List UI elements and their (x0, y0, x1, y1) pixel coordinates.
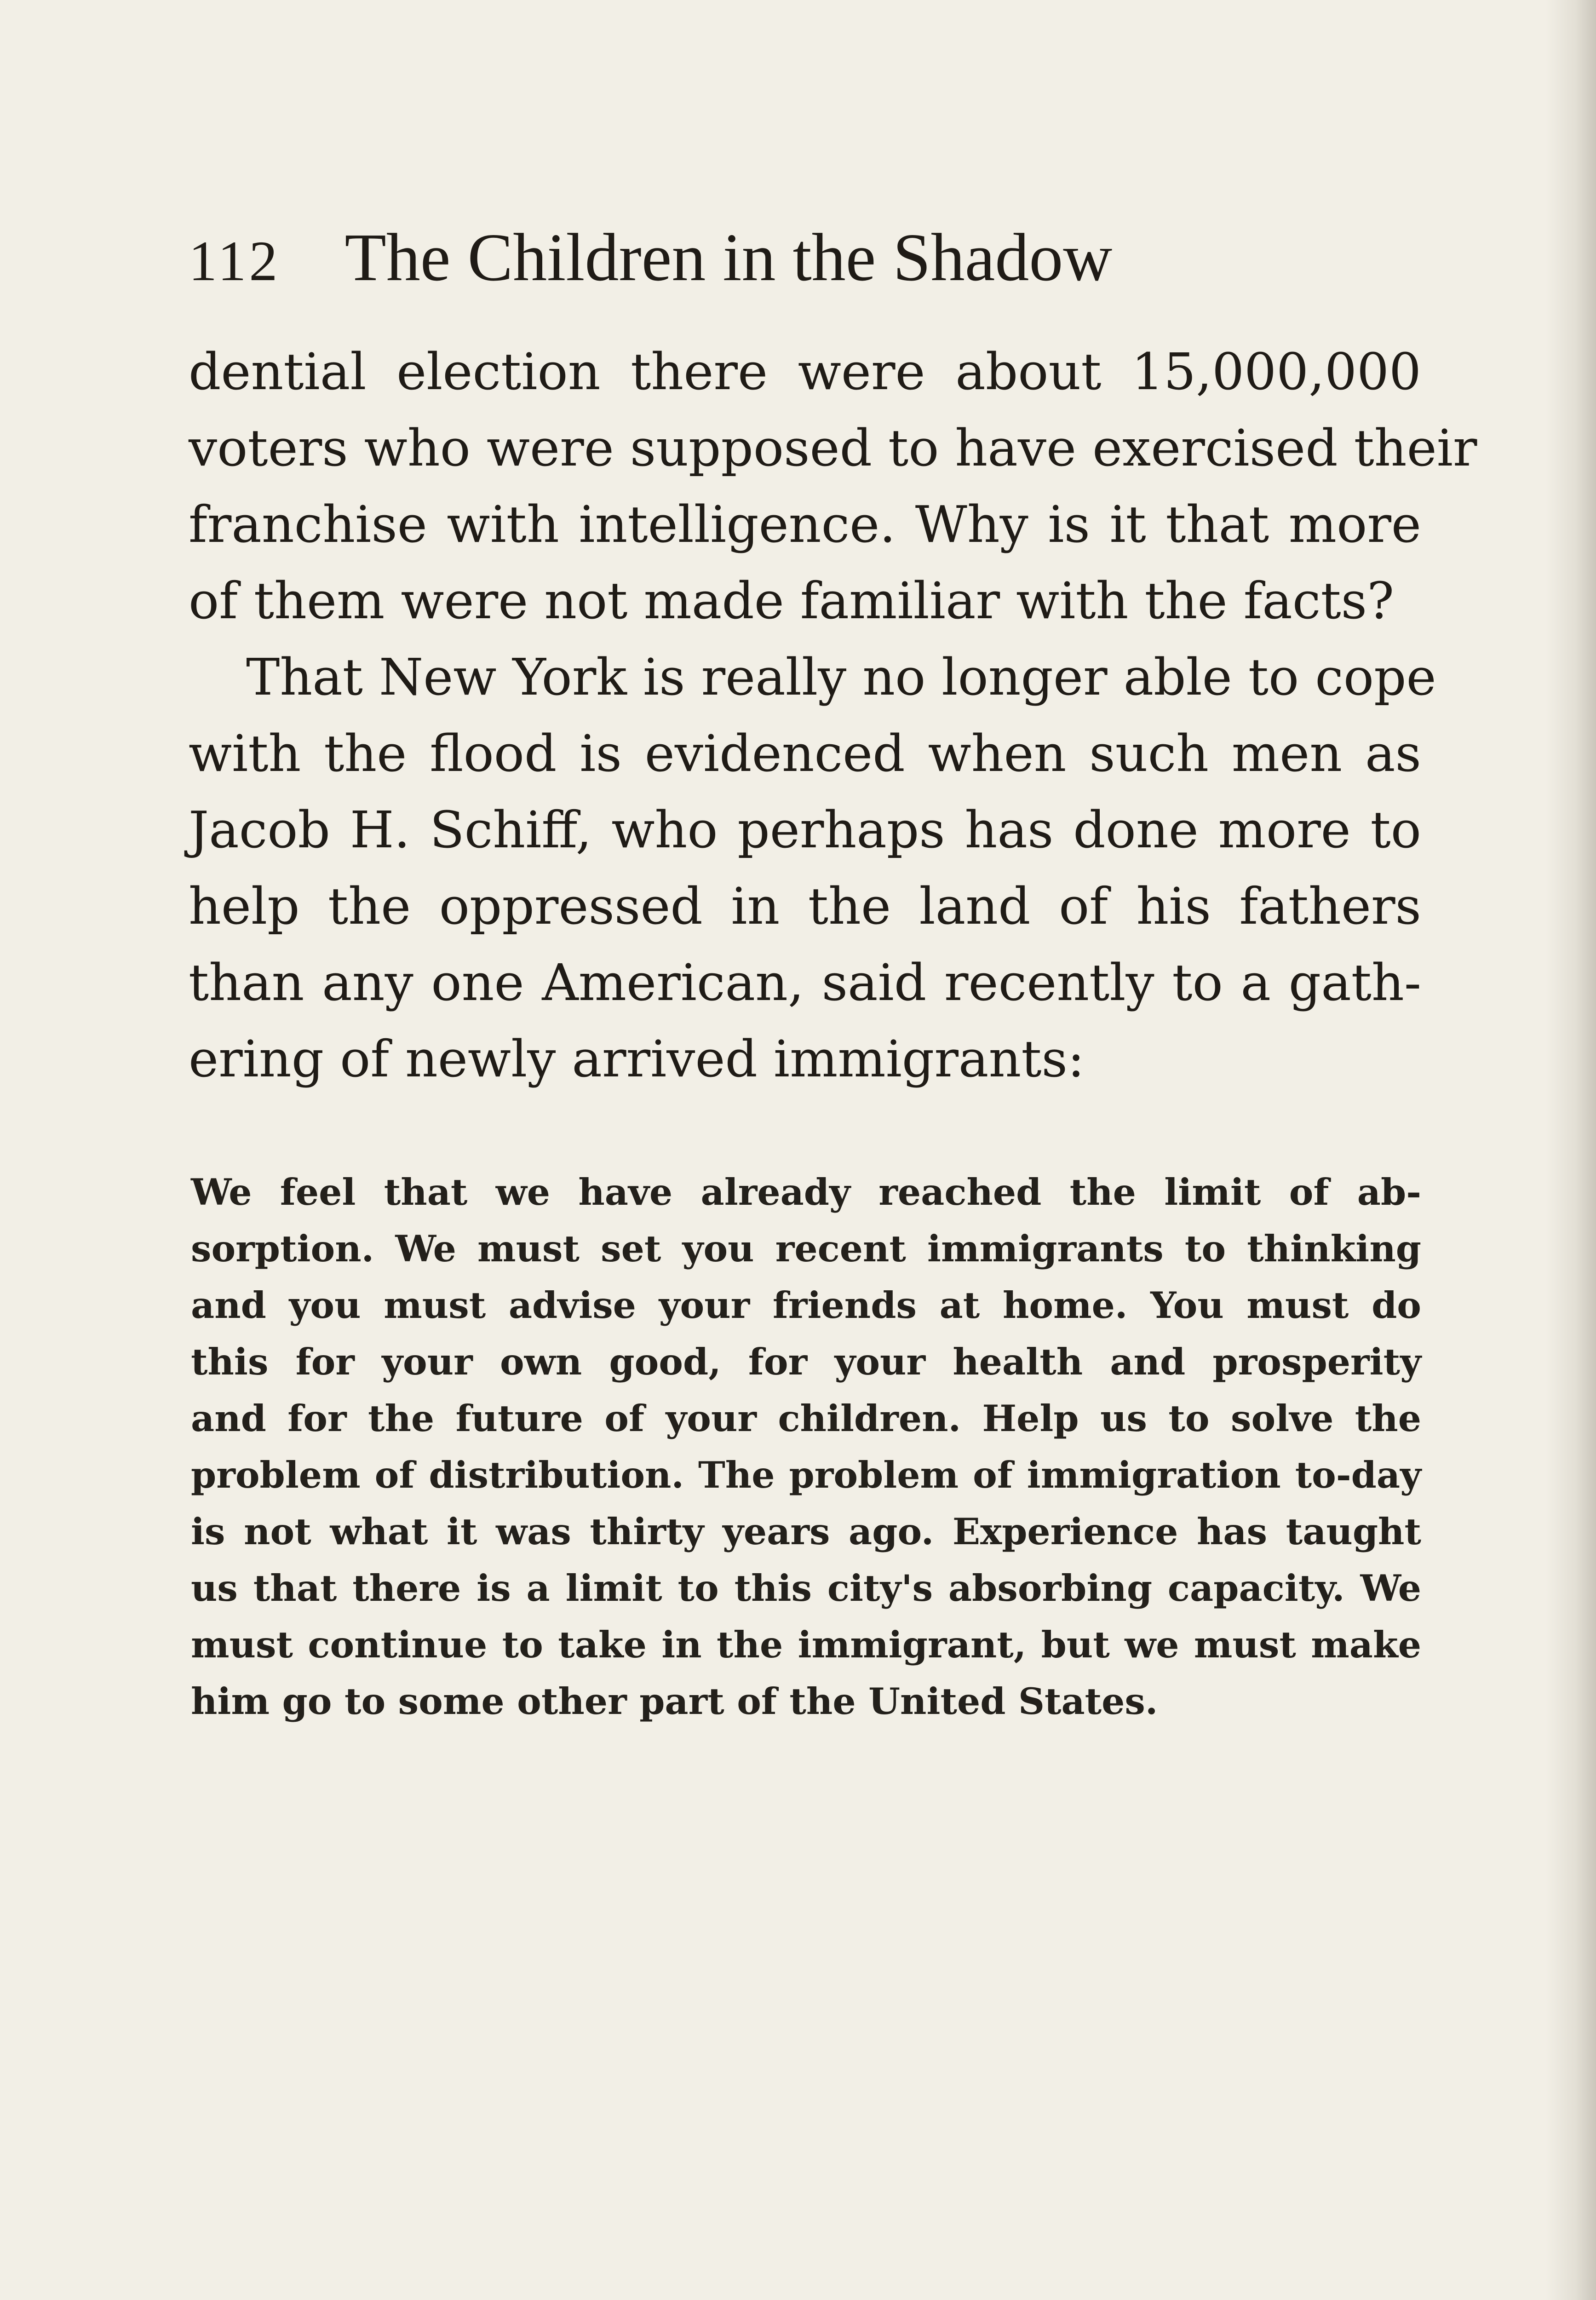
text-line: help the oppressed in the land of his fathers (189, 877, 1421, 936)
paragraph-2 (189, 639, 1436, 1097)
text-line: ering of newly arrived immigrants: (189, 1029, 1085, 1088)
quote-line: sorption. We must set you recent immigrants to thinking (191, 1227, 1421, 1270)
quote-line: this for your own good, for your health and prosperity (191, 1340, 1421, 1383)
running-title: The Children in the Shadow (344, 220, 1113, 295)
running-head (189, 212, 1430, 304)
text-line: of them were not made familiar with the facts? (189, 571, 1395, 630)
quote-line: problem of distribution. The problem of immigration to-day (191, 1454, 1421, 1496)
text-line: That New York is really no longer able to cope (246, 648, 1436, 707)
page-edge-shadow (1545, 0, 1596, 2300)
quote-line: is not what it was thirty years ago. Experience has taught (191, 1510, 1421, 1553)
text-line: dential election there were about 15,000,000 (189, 342, 1421, 401)
quote-line: him go to some other part of the United States. (191, 1680, 1158, 1723)
page-number: 112 (189, 230, 281, 293)
quote-line: us that there is a limit to this city's absorbing capacity. We (191, 1567, 1421, 1610)
quote-line: and you must advise your friends at home. You must do (191, 1284, 1421, 1327)
text-line: than any one American, said recently to a gath- (189, 953, 1421, 1012)
quote-line: and for the future of your children. Help us to solve the (191, 1397, 1421, 1440)
block-quote (191, 1164, 1421, 1730)
paragraph-1 (189, 334, 1477, 639)
text-line: franchise with intelligence. Why is it that more (189, 495, 1421, 554)
quote-line: must continue to take in the immigrant, but we must make (191, 1623, 1421, 1666)
text-line: voters who were supposed to have exercised their (189, 419, 1477, 477)
quote-line: We feel that we have already reached the limit of ab- (191, 1171, 1421, 1213)
text-line: with the flood is evidenced when such men as (189, 724, 1421, 783)
body-text (189, 334, 1477, 1097)
text-line: Jacob H. Schiff, who perhaps has done more to (189, 800, 1421, 859)
